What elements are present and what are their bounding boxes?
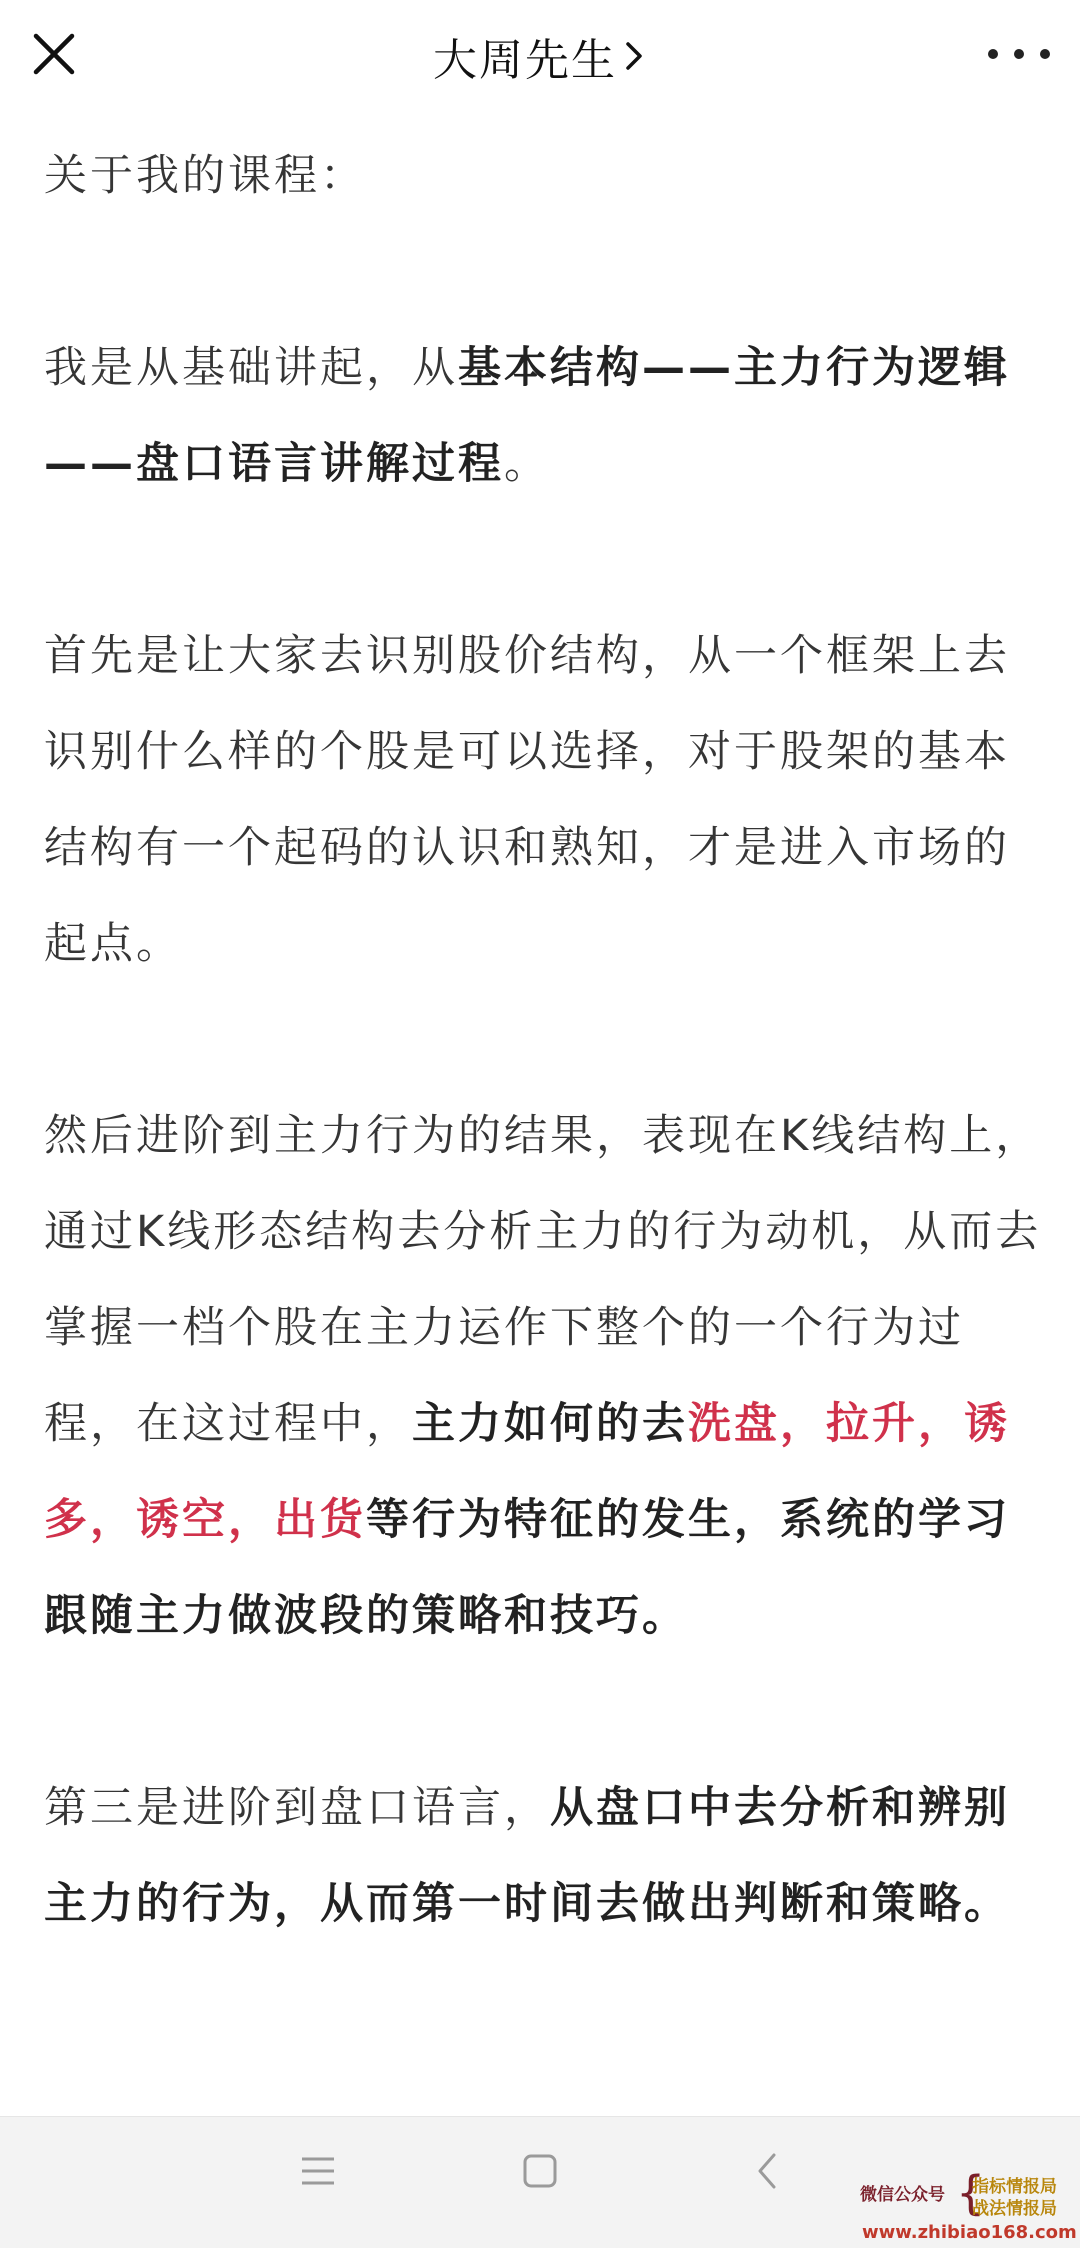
paragraph-1: 关于我的课程：: [44, 151, 366, 201]
paragraph-4-bold: 主力如何的去: [412, 1399, 688, 1449]
paragraph-4-bold-end: 等行为特征的发生，系统的学习跟随主力做波段的策略和技巧。: [44, 1495, 1010, 1641]
more-dots-icon: [988, 49, 998, 59]
chevron-right-icon: [621, 34, 647, 78]
top-bar: [0, 0, 1080, 118]
watermark: [860, 2166, 1077, 2246]
paragraph-3: 首先是让大家去识别股价结构，从一个框架上去识别什么样的个股是可以选择，对于股架的基本结构有一个起码的认识和熟知，才是进入市场的起点。: [44, 631, 1010, 969]
back-chevron-icon[interactable]: [752, 2151, 782, 2191]
paragraph-2-text: 我是从基础讲起，从: [44, 343, 458, 393]
square-home-icon[interactable]: [520, 2151, 560, 2191]
paragraph-5: [44, 1760, 1044, 1952]
more-button[interactable]: [988, 34, 1050, 74]
paragraph-4: [44, 1088, 1044, 1664]
account-title[interactable]: [0, 26, 1080, 86]
paragraph-2-end: 。: [504, 439, 550, 489]
watermark-left: 微信公众号: [860, 2185, 945, 2205]
more-dot: [1040, 49, 1050, 59]
paragraph-4-text: 然后进阶到主力行为的结果，表现在K线结构上，通过K线形态结构去分析主力的行为动机，从而去掌握一档个股在主力运作下整个的一个行为过程，在这过程中，: [44, 1111, 1042, 1449]
watermark-right-1: 指标情报局: [972, 2177, 1057, 2197]
page-title: 大周先生: [433, 35, 617, 86]
paragraph-2: [44, 320, 1044, 512]
paragraph-4-highlight: 洗盘，拉升，诱多，诱空，出货: [44, 1399, 1010, 1545]
paragraph-5-text: 第三是进阶到盘口语言，: [44, 1783, 550, 1833]
paragraph-2-bold: 基本结构——主力行为逻辑——盘口语言讲解过程: [44, 343, 1010, 489]
watermark-right-2: 战法情报局: [972, 2199, 1057, 2219]
menu-icon[interactable]: [298, 2151, 338, 2191]
paragraph-5-bold: 从盘口中去分析和辨别主力的行为，从而第一时间去做出判断和策略。: [44, 1783, 1010, 1929]
watermark-brace: {: [956, 2166, 986, 2220]
article-body: [44, 128, 1044, 1952]
more-dot: [1014, 49, 1024, 59]
watermark-url: www.zhibiao168.com: [862, 2222, 1077, 2243]
